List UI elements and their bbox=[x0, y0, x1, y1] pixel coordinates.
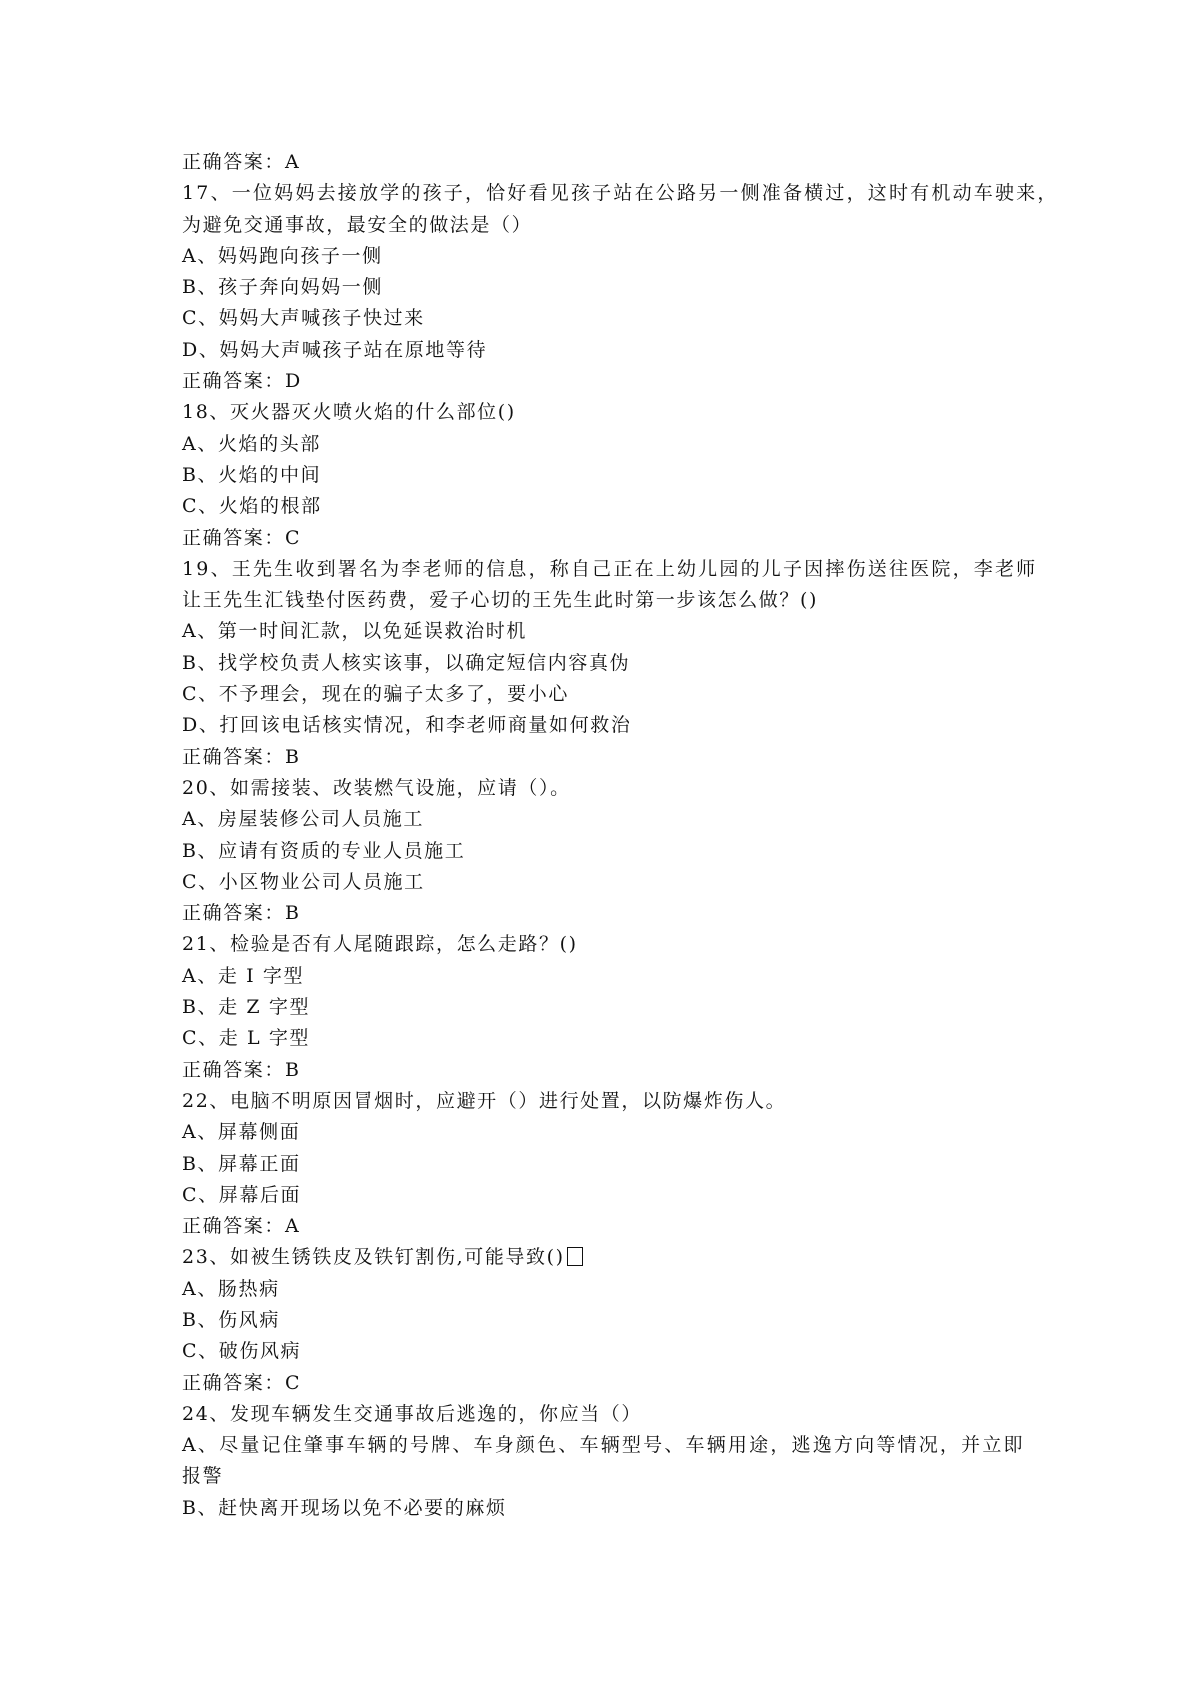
question-23-text: 23、如被生锈铁皮及铁钉割伤,可能导致() bbox=[182, 1246, 565, 1269]
option-c: C、妈妈大声喊孩子快过来 bbox=[182, 307, 425, 330]
question-19-continuation: 让王先生汇钱垫付医药费，爱子心切的王先生此时第一步该怎么做？() bbox=[182, 589, 819, 612]
option-d: D、打回该电话核实情况，和李老师商量如何救治 bbox=[182, 714, 632, 737]
option-a: A、尽量记住肇事车辆的号牌、车身颜色、车辆型号、车辆用途，逃逸方向等情况，并立即 bbox=[182, 1434, 1025, 1457]
question-list bbox=[182, 147, 1059, 1524]
option-b: B、火焰的中间 bbox=[182, 463, 322, 486]
answer-line: 正确答案：D bbox=[182, 370, 302, 393]
question-22: 22、电脑不明原因冒烟时，应避开（）进行处置，以防爆炸伤人。 bbox=[182, 1089, 787, 1112]
option-a: A、第一时间汇款，以免延误救治时机 bbox=[182, 620, 527, 643]
question-21: 21、检验是否有人尾随跟踪，怎么走路？() bbox=[182, 933, 578, 956]
option-a: A、火焰的头部 bbox=[182, 432, 321, 455]
option-b: B、赶快离开现场以免不必要的麻烦 bbox=[182, 1496, 507, 1519]
question-23 bbox=[182, 1242, 1022, 1273]
answer-line: 正确答案：A bbox=[182, 151, 301, 173]
option-b: B、找学校负责人核实该事，以确定短信内容真伪 bbox=[182, 651, 631, 674]
missing-glyph-box-icon bbox=[567, 1247, 583, 1266]
option-a: A、屏幕侧面 bbox=[182, 1121, 301, 1144]
option-a: A、肠热病 bbox=[182, 1277, 280, 1300]
answer-line: 正确答案：C bbox=[182, 526, 302, 549]
option-c: C、火焰的根部 bbox=[182, 495, 322, 518]
answer-line: 正确答案：B bbox=[182, 745, 301, 768]
option-a: A、走 I 字型 bbox=[182, 964, 305, 987]
option-b: B、孩子奔向妈妈一侧 bbox=[182, 276, 383, 299]
question-24: 24、发现车辆发生交通事故后逃逸的，你应当（） bbox=[182, 1402, 642, 1425]
question-17-continuation: 为避免交通事故，最安全的做法是（） bbox=[182, 213, 533, 236]
option-a-continuation: 报警 bbox=[182, 1465, 224, 1488]
option-c: C、走 L 字型 bbox=[182, 1027, 311, 1050]
option-b: B、走 Z 字型 bbox=[182, 996, 311, 1019]
question-18: 18、灭火器灭火喷火焰的什么部位() bbox=[182, 401, 516, 424]
option-c: C、不予理会，现在的骗子太多了，要小心 bbox=[182, 683, 569, 706]
option-b: B、伤风病 bbox=[182, 1308, 280, 1331]
option-c: C、破伤风病 bbox=[182, 1340, 302, 1363]
option-c: C、小区物业公司人员施工 bbox=[182, 870, 425, 893]
question-19: 19、王先生收到署名为李老师的信息，称自己正在上幼儿园的儿子因摔伤送往医院，李老师 bbox=[182, 557, 1038, 580]
question-17: 17、一位妈妈去接放学的孩子，恰好看见孩子站在公路另一侧准备横过，这时有机动车驶来， bbox=[182, 182, 1059, 205]
option-b: B、屏幕正面 bbox=[182, 1152, 301, 1175]
answer-line: 正确答案：A bbox=[182, 1215, 301, 1238]
option-a: A、房屋装修公司人员施工 bbox=[182, 808, 424, 831]
option-c: C、屏幕后面 bbox=[182, 1183, 302, 1206]
option-d: D、妈妈大声喊孩子站在原地等待 bbox=[182, 338, 488, 361]
answer-line: 正确答案：B bbox=[182, 902, 301, 925]
option-b: B、应请有资质的专业人员施工 bbox=[182, 839, 466, 862]
option-a: A、妈妈跑向孩子一侧 bbox=[182, 244, 383, 267]
answer-line: 正确答案：C bbox=[182, 1371, 302, 1394]
answer-line: 正确答案：B bbox=[182, 1058, 301, 1081]
question-20: 20、如需接装、改装燃气设施，应请（）。 bbox=[182, 776, 571, 799]
